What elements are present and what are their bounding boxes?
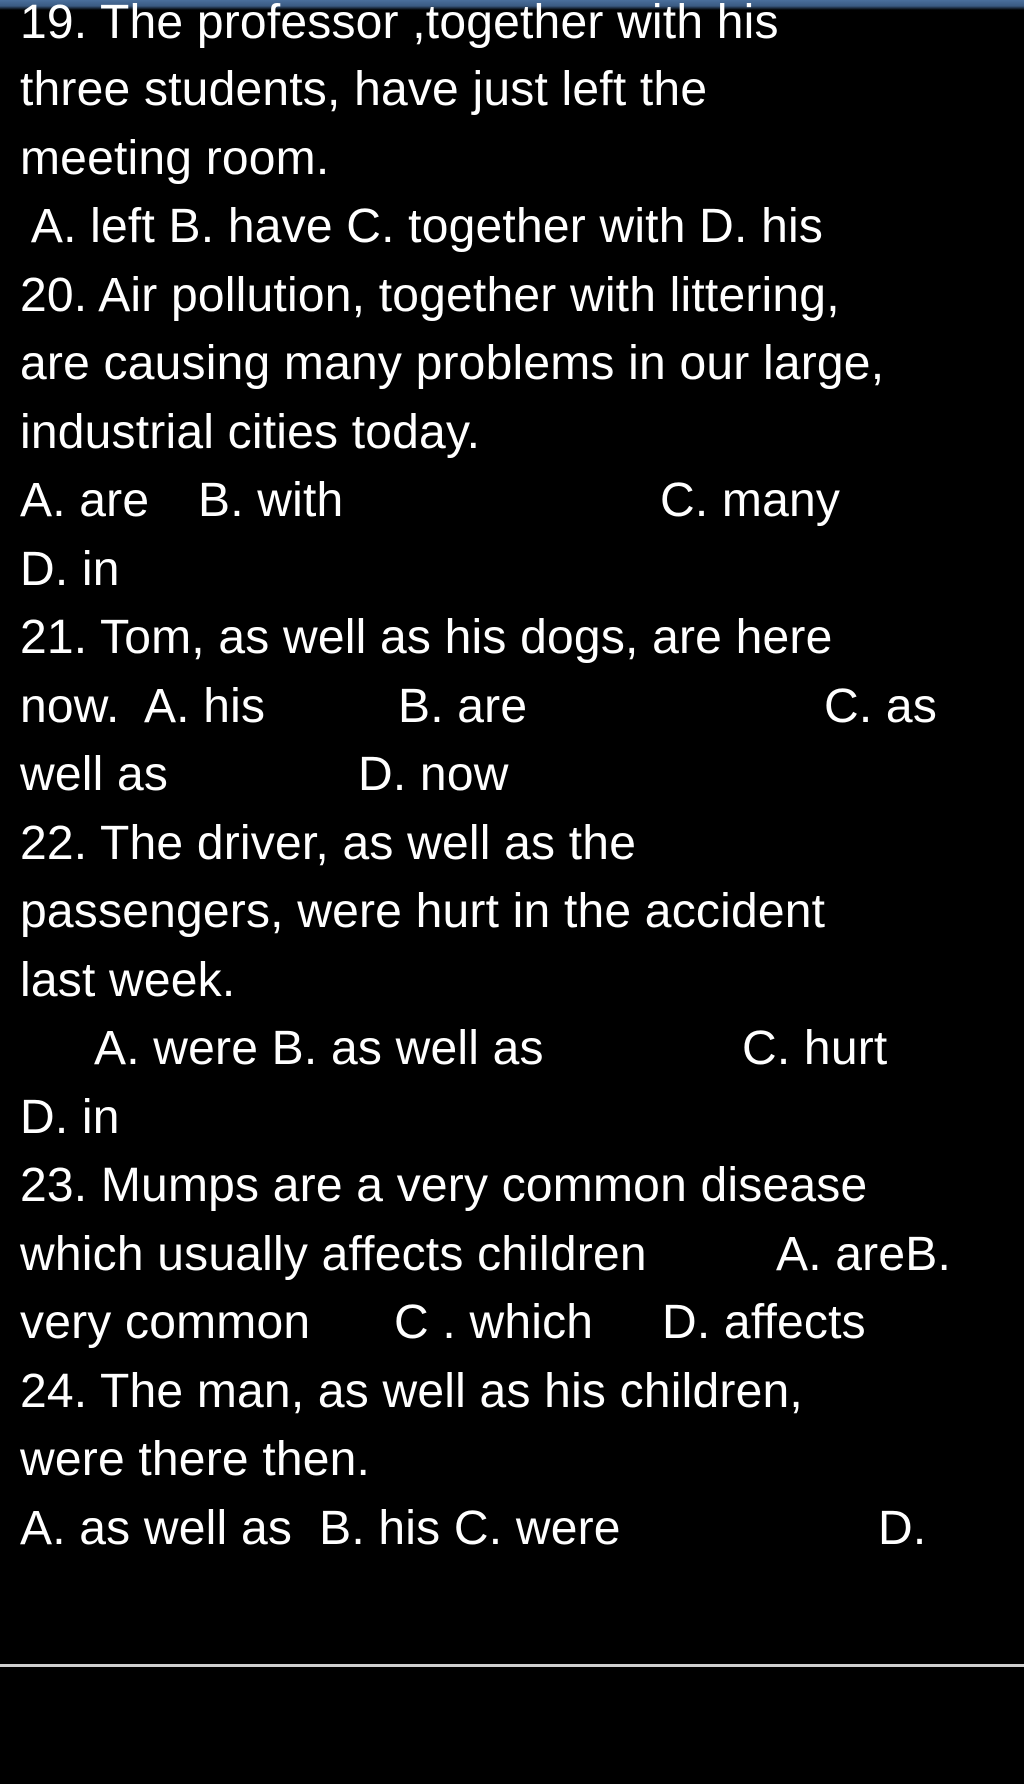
q23-text-1: 23. Mumps are a very common disease [20,1159,868,1212]
q19-text-2: three students, have just left the [20,63,708,116]
q23-line-1 [20,1149,868,1222]
q21-text-1: 21. Tom, as well as his dogs, are here [20,611,833,664]
q20-text-2: are causing many problems in our large, [20,337,885,390]
q21-options-1 [20,670,938,743]
q19-line-2 [20,53,708,126]
q22-option-d: D. in [20,1091,120,1144]
q23-option-d: D. affects [662,1296,866,1349]
q24-text-2: were there then. [20,1433,371,1486]
q23-option-b: very common [20,1296,311,1349]
q19-options [20,190,824,263]
q22-option-c: C. hurt [742,1022,888,1075]
q23-text-2: which usually affects children [20,1228,647,1281]
q20-option-a: A. are [20,474,150,527]
q24-text-1: 24. The man, as well as his children, [20,1365,803,1418]
q20-line-2 [20,327,885,400]
q20-options-2 [20,533,120,606]
q19-text-1: 19. The professor ,together with his [20,0,779,49]
q22-text-2: passengers, were hurt in the accident [20,885,826,938]
q24-line-2 [20,1423,371,1496]
q20-line-3 [20,396,481,469]
q20-line-1 [20,259,840,332]
q22-text-3: last week. [20,954,236,1007]
q20-option-d: D. in [20,543,120,596]
q21-option-c: C. as [824,680,938,733]
q20-text-3: industrial cities today. [20,406,481,459]
bottom-divider [0,1664,1024,1667]
q22-line-3 [20,944,236,1017]
q20-option-c: C. many [660,474,841,527]
q24-options [20,1492,927,1565]
q20-option-b: B. with [198,474,344,527]
q21-text-2: now. A. his [20,680,266,733]
q24-option-abc: A. as well as B. his C. were [20,1502,621,1555]
q22-option-ab: A. were B. as well as [94,1022,544,1075]
q21-option-c-cont: well as [20,748,169,801]
q23-line-2 [20,1218,952,1291]
q24-option-d: D. [878,1502,927,1555]
q22-options-2 [20,1081,120,1154]
q19-options-text: A. left B. have C. together with D. his [20,200,824,253]
q21-line-1 [20,601,833,674]
q22-line-2 [20,875,826,948]
q20-text-1: 20. Air pollution, together with littering, [20,269,840,322]
q22-options-1 [20,1012,888,1085]
q21-options-2 [20,738,509,811]
q21-option-d: D. now [358,748,509,801]
q23-option-a: A. areB. [776,1228,952,1281]
q19-text-3: meeting room. [20,132,330,185]
q22-line-1 [20,807,637,880]
q24-line-1 [20,1355,803,1428]
q22-text-1: 22. The driver, as well as the [20,817,637,870]
q19-line-1 [20,0,779,59]
q23-option-c: C . which [394,1296,594,1349]
q23-options [20,1286,866,1359]
q20-options-1 [20,464,841,537]
q19-line-3 [20,122,330,195]
q21-option-b: B. are [398,680,528,733]
